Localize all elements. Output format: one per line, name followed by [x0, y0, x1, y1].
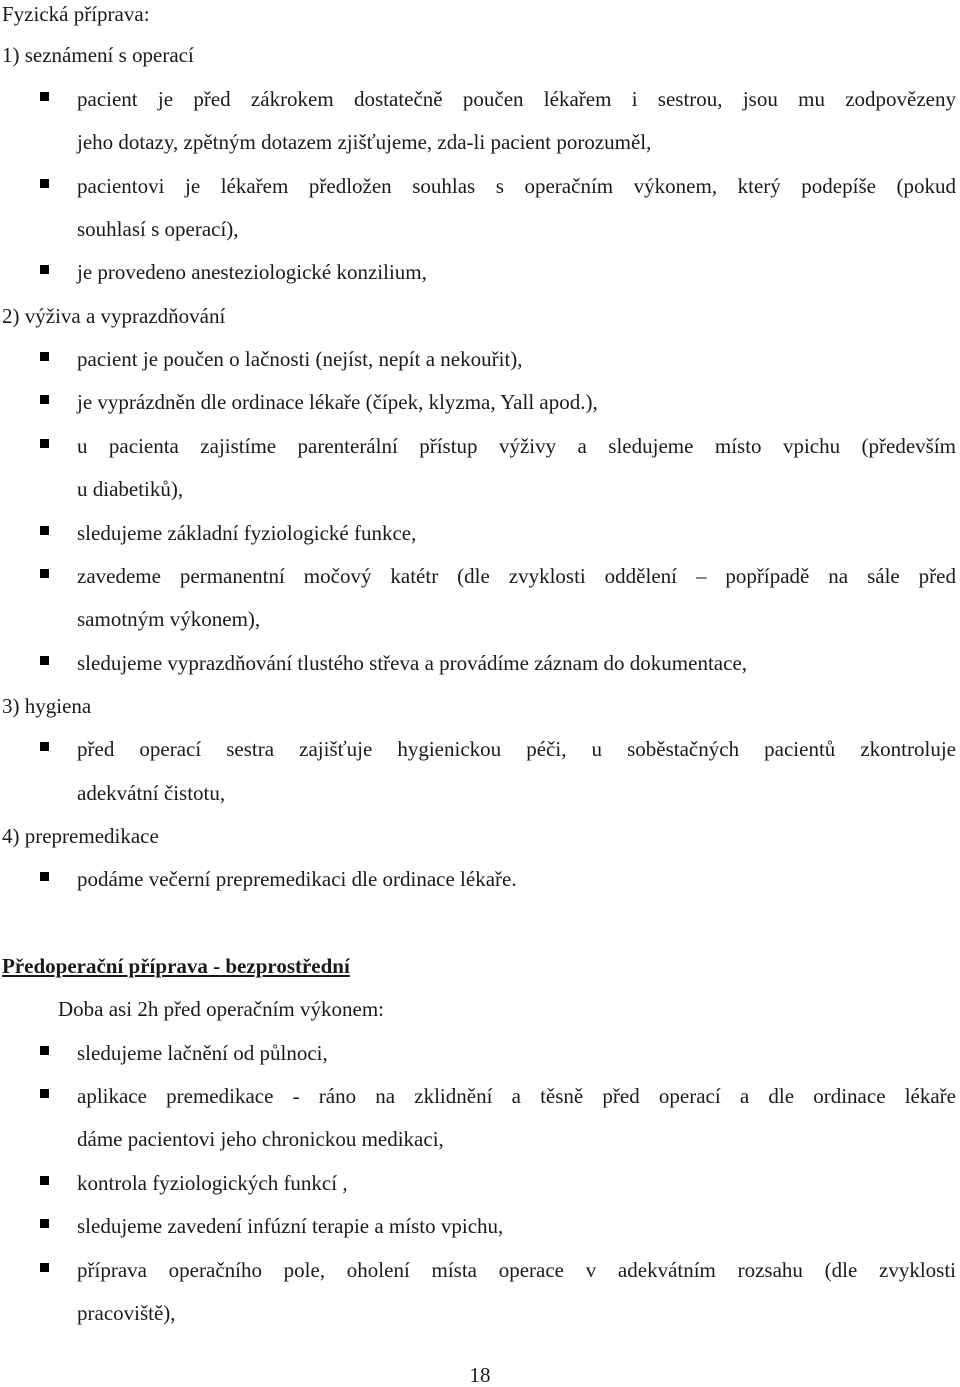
bullet-continuation: u diabetiků), [77, 477, 184, 501]
subheading-4: 4) prepremedikace [2, 824, 159, 848]
bullet-square-icon [40, 1219, 49, 1228]
bullet-continuation: souhlasí s operací), [77, 217, 239, 241]
bullet-square-icon [40, 1176, 49, 1185]
bullet-text: pacient je před zákrokem dostatečně poučen lékařem i sestrou, jsou mu zodpovězeny [77, 87, 956, 111]
bullet-text: pacientovi je lékařem předložen souhlas s operačním výkonem, který podepíše (pokud [77, 174, 956, 198]
bullet-text: sledujeme zavedení infúzní terapie a místo vpichu, [77, 1214, 504, 1238]
bullet-continuation: samotným výkonem), [77, 607, 261, 631]
bullet-text: u pacienta zajistíme parenterální přístup výživy a sledujeme místo vpichu (především [77, 434, 956, 458]
intro-text: Doba asi 2h před operačním výkonem: [58, 997, 384, 1021]
bullet-square-icon [40, 92, 49, 101]
bullet-square-icon [40, 265, 49, 274]
page-number: 18 [469, 1363, 491, 1387]
bullet-square-icon [40, 439, 49, 448]
section-title-immediate-prep: Předoperační příprava - bezprostřední [2, 954, 350, 978]
bullet-square-icon [40, 179, 49, 188]
bullet-square-icon [40, 1046, 49, 1055]
bullet-continuation: jeho dotazy, zpětným dotazem zjišťujeme, zda-li pacient porozuměl, [77, 130, 652, 154]
bullet-text: sledujeme vyprazdňování tlustého střeva a provádíme záznam do dokumentace, [77, 651, 748, 675]
bullet-text: před operací sestra zajišťuje hygienickou péči, u soběstačných pacientů zkontroluje [77, 737, 956, 761]
bullet-square-icon [40, 526, 49, 535]
bullet-text: kontrola fyziologických funkcí , [77, 1171, 348, 1195]
bullet-square-icon [40, 1263, 49, 1272]
bullet-text: je provedeno anesteziologické konzilium, [77, 260, 427, 284]
bullet-text: příprava operačního pole, oholení místa operace v adekvátním rozsahu (dle zvyklosti [77, 1258, 956, 1282]
subheading-2: 2) výživa a vyprazdňování [2, 304, 226, 328]
section-title-physical-prep: Fyzická příprava: [2, 2, 150, 26]
bullet-text: podáme večerní prepremedikaci dle ordinace lékaře. [77, 867, 517, 891]
bullet-square-icon [40, 569, 49, 578]
subheading-3: 3) hygiena [2, 694, 92, 718]
bullet-text: sledujeme lačnění od půlnoci, [77, 1041, 328, 1065]
bullet-text: sledujeme základní fyziologické funkce, [77, 521, 417, 545]
bullet-text: pacient je poučen o lačnosti (nejíst, nepít a nekouřit), [77, 347, 523, 371]
bullet-square-icon [40, 352, 49, 361]
bullet-square-icon [40, 1089, 49, 1098]
bullet-square-icon [40, 872, 49, 881]
bullet-square-icon [40, 656, 49, 665]
subheading-1: 1) seznámení s operací [2, 43, 194, 67]
bullet-square-icon [40, 742, 49, 751]
bullet-continuation: adekvátní čistotu, [77, 781, 226, 805]
bullet-text: je vyprázdněn dle ordinace lékaře (čípek, klyzma, Yall apod.), [77, 390, 598, 414]
bullet-continuation: dáme pacientovi jeho chronickou medikaci, [77, 1127, 444, 1151]
bullet-square-icon [40, 395, 49, 404]
bullet-text: zavedeme permanentní močový katétr (dle zvyklosti oddělení – popřípadě na sále před [77, 564, 956, 588]
bullet-text: aplikace premedikace - ráno na zklidnění a těsně před operací a dle ordinace lékaře [77, 1084, 956, 1108]
bullet-continuation: pracoviště), [77, 1301, 176, 1325]
